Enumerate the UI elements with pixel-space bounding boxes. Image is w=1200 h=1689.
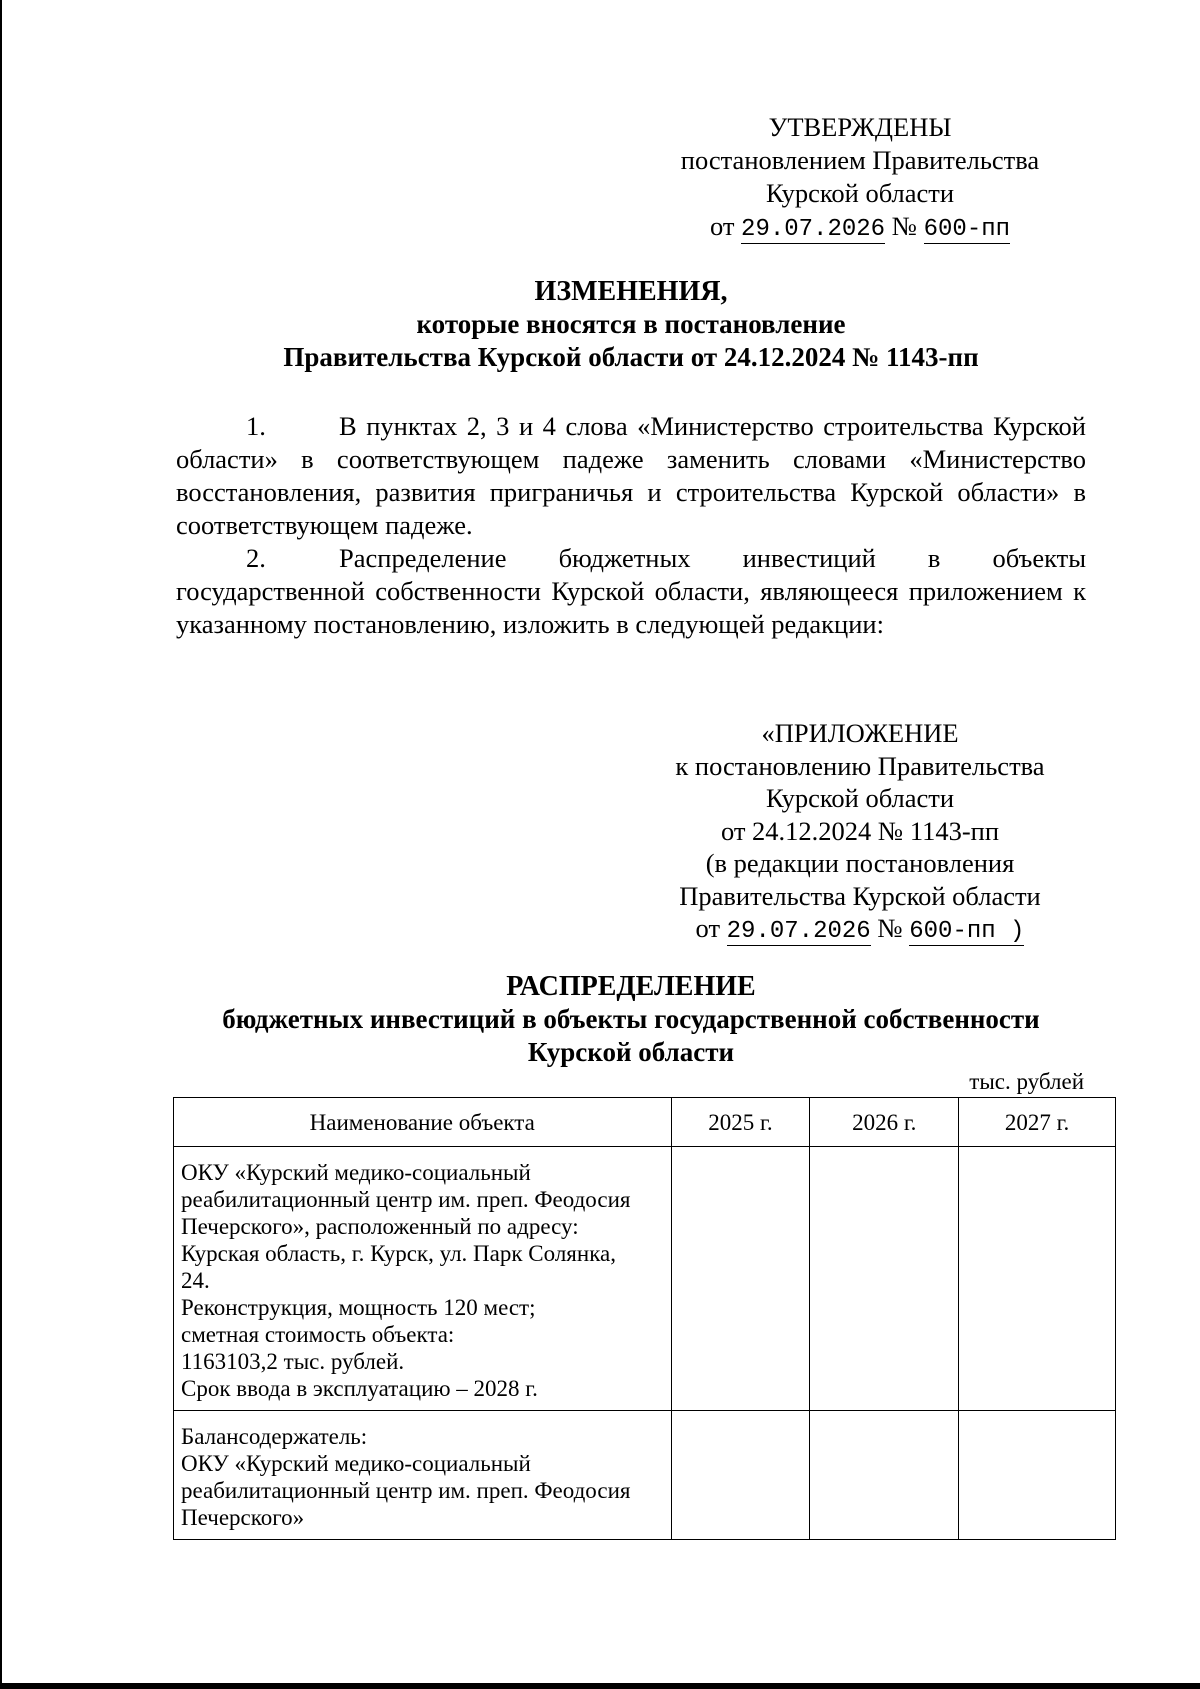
column-header: 2026 г. — [810, 1098, 959, 1147]
distribution-title — [175, 970, 1087, 1069]
title-heading: ИЗМЕНЕНИЯ, — [534, 276, 728, 307]
investment-table — [173, 1097, 1116, 1540]
cell-line: Печерского» — [181, 1505, 305, 1530]
column-header: Наименование объекта — [174, 1098, 672, 1147]
page-bottom-edge — [0, 1683, 1200, 1689]
cell-line: ОКУ «Курский медико-социальный — [181, 1160, 531, 1185]
value-cell-2027 — [959, 1147, 1116, 1411]
value-cell-2025 — [671, 1411, 810, 1540]
cell-line: Балансодержатель: — [181, 1424, 368, 1449]
cell-line: Курская область, г. Курск, ул. Парк Солянка, — [181, 1241, 616, 1266]
object-name-cell — [174, 1411, 672, 1540]
cell-line: сметная стоимость объекта: — [181, 1322, 455, 1347]
document-title — [175, 275, 1087, 374]
column-header: 2027 г. — [959, 1098, 1116, 1147]
distribution-subheading: бюджетных инвестиций в объекты государственной собственности — [222, 1004, 1040, 1034]
approval-block — [630, 111, 1090, 244]
appendix-line: к постановлению Правительства — [675, 750, 1045, 781]
paragraph-text: Распределение бюджетных инвестиций в объекты государственной собственности Курской области, являющееся приложением к указанному постановлению, изложить в следующей редакции: — [176, 543, 1086, 639]
decree-number: 600-пп — [923, 216, 1011, 243]
appendix-block — [640, 717, 1080, 946]
number-sign: № — [877, 913, 903, 943]
decree-number: 600-пп ) — [909, 918, 1025, 945]
paragraph-text: В пунктах 2, 3 и 4 слова «Министерство строительства Курской области» в соответствующем падеже заменить словами «Министерство восстановления, развития приграничья и строительства Курской области» в соответствующем падеже. — [176, 411, 1086, 540]
number-sign: № — [891, 211, 917, 241]
approval-heading: УТВЕРЖДЕНЫ — [768, 112, 952, 142]
paragraph — [176, 542, 1086, 641]
appendix-line: от 24.12.2024 № 1143-пп — [720, 815, 1000, 846]
object-name-cell — [174, 1147, 672, 1411]
cell-line: 1163103,2 тыс. рублей. — [181, 1349, 405, 1374]
cell-line: Печерского», расположенный по адресу: — [181, 1214, 579, 1239]
cell-line: ОКУ «Курский медико-социальный — [181, 1451, 531, 1476]
appendix-date-line — [640, 912, 1080, 946]
paragraph — [176, 410, 1086, 542]
appendix-line: Курской области — [765, 783, 955, 813]
approval-line: Курской области — [765, 178, 955, 208]
date-prefix: от — [709, 211, 735, 241]
value-cell-2026 — [810, 1411, 959, 1540]
title-subheading: Правительства Курской области от 24.12.2024 № 1143-пп — [283, 342, 979, 372]
paragraph-number: 1. — [246, 411, 266, 441]
date-prefix: от — [695, 913, 721, 943]
title-subheading: которые вносятся в постановление — [416, 309, 846, 339]
decree-date: 29.07.2026 — [741, 216, 886, 243]
cell-line: Срок ввода в эксплуатацию – 2028 г. — [181, 1376, 538, 1401]
decree-date: 29.07.2026 — [726, 918, 871, 945]
table-row — [174, 1147, 1116, 1411]
appendix-line: Правительства Курской области — [679, 880, 1041, 911]
value-cell-2026 — [810, 1147, 959, 1411]
cell-line: реабилитационный центр им. преп. Феодосия — [181, 1187, 631, 1212]
appendix-line: (в редакции постановления — [705, 848, 1015, 878]
distribution-heading: РАСПРЕДЕЛЕНИЕ — [506, 971, 756, 1002]
document-body — [176, 410, 1086, 641]
cell-line: 24. — [181, 1268, 210, 1293]
cell-line: Реконструкция, мощность 120 мест; — [181, 1295, 536, 1320]
cell-line: реабилитационный центр им. преп. Феодосия — [181, 1478, 631, 1503]
appendix-heading: «ПРИЛОЖЕНИЕ — [761, 718, 959, 748]
value-cell-2027 — [959, 1411, 1116, 1540]
approval-line: постановлением Правительства — [680, 145, 1040, 175]
column-header: 2025 г. — [671, 1098, 810, 1147]
paragraph-number: 2. — [246, 543, 266, 573]
table-header-row — [174, 1098, 1116, 1147]
approval-date-line — [630, 210, 1090, 244]
distribution-subheading: Курской области — [527, 1037, 735, 1067]
value-cell-2025 — [671, 1147, 810, 1411]
table-row — [174, 1411, 1116, 1540]
page-left-edge — [0, 0, 2, 1689]
unit-label: тыс. рублей — [969, 1069, 1084, 1094]
